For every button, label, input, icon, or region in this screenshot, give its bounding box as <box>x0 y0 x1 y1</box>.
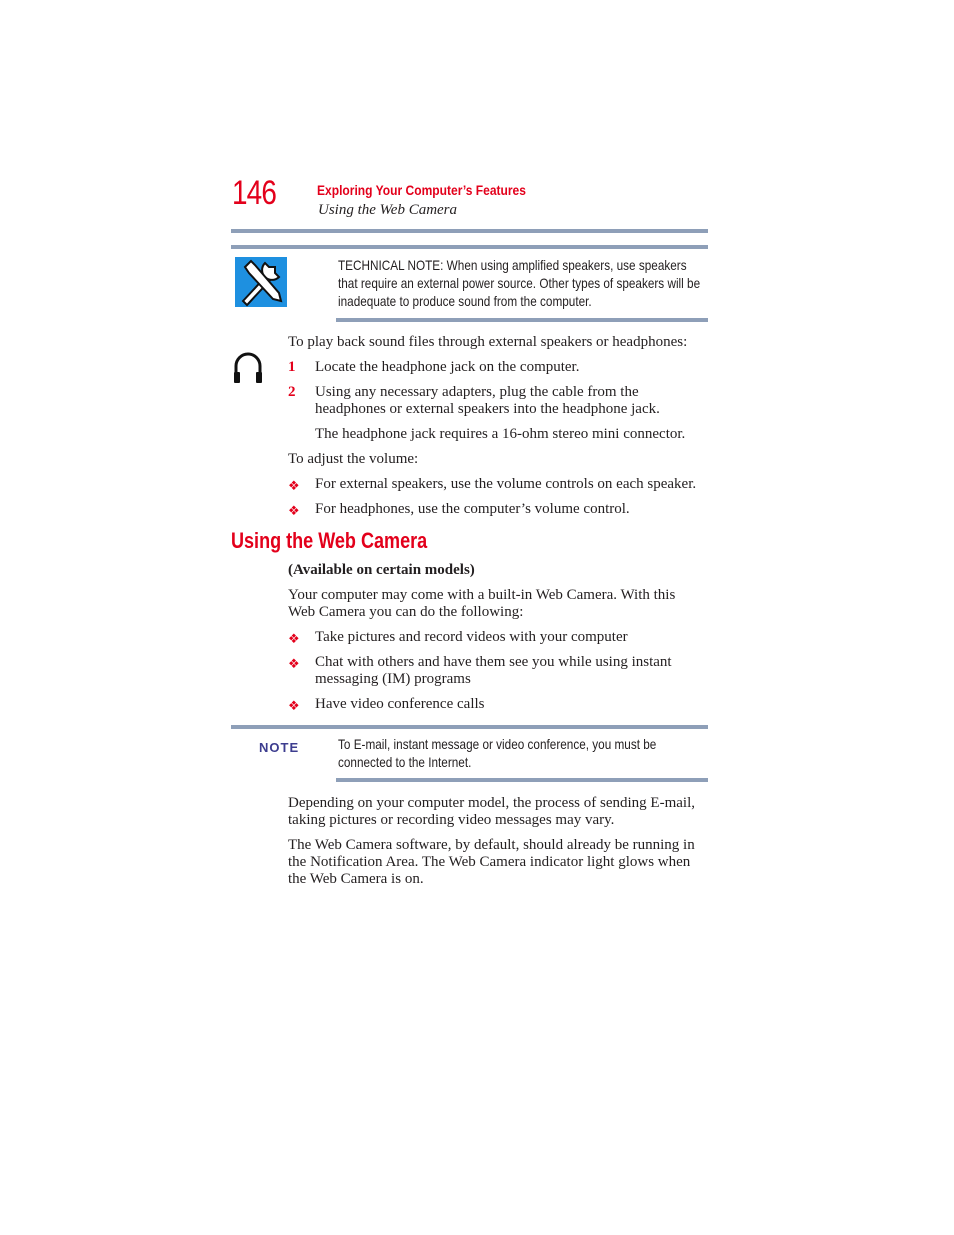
availability-note: (Available on certain models) <box>288 562 475 578</box>
note-line: To E-mail, instant message or video conference, you must be <box>338 736 657 752</box>
web-camera-intro <box>288 587 675 621</box>
bullet-glyph: ❖ <box>288 631 300 646</box>
paragraph-line: Depending on your computer model, the process of sending E-mail, <box>288 795 695 811</box>
chapter-title: Exploring Your Computer’s Features <box>317 182 526 198</box>
headphones-icon <box>232 350 264 384</box>
note-text <box>338 735 717 771</box>
camera-bullet-line: messaging (IM) programs <box>315 671 471 687</box>
volume-bullet: For headphones, use the computer’s volume control. <box>315 501 630 517</box>
camera-bullet: Have video conference calls <box>315 696 485 712</box>
note-line: connected to the Internet. <box>338 754 472 770</box>
bullet-glyph: ❖ <box>288 478 300 493</box>
paragraph-line: the Web Camera is on. <box>288 871 424 887</box>
paragraph-line: taking pictures or recording video messages may vary. <box>288 812 615 828</box>
paragraph-model-variation <box>288 795 695 829</box>
camera-bullet <box>315 654 672 688</box>
step-number: 1 <box>288 359 296 375</box>
step-number: 2 <box>288 384 296 400</box>
technical-note-text <box>338 256 769 310</box>
volume-bullet: For external speakers, use the volume controls on each speaker. <box>315 476 697 492</box>
step-text: Locate the headphone jack on the computer. <box>315 359 580 375</box>
technical-note-line: inadequate to produce sound from the computer. <box>338 293 592 309</box>
note-bottom-rule <box>336 778 708 782</box>
paragraph-line: The Web Camera software, by default, should already be running in <box>288 837 695 853</box>
intro-line: Web Camera you can do the following: <box>288 604 524 620</box>
header-rule <box>231 229 708 233</box>
paragraph-line: the Notification Area. The Web Camera indicator light glows when <box>288 854 691 870</box>
playback-intro: To play back sound files through external speakers or headphones: <box>288 334 688 350</box>
camera-bullet: Take pictures and record videos with your computer <box>315 629 628 645</box>
tech-note-bottom-rule <box>336 318 708 322</box>
step-note: The headphone jack requires a 16-ohm stereo mini connector. <box>315 426 686 442</box>
volume-intro: To adjust the volume: <box>288 451 419 467</box>
technical-note-line: TECHNICAL NOTE: When using amplified speakers, use speakers <box>338 257 687 273</box>
web-camera-heading: Using the Web Camera <box>231 528 428 553</box>
technical-note-line: that require an external power source. Other types of speakers will be <box>338 275 701 291</box>
bullet-glyph: ❖ <box>288 698 300 713</box>
step-text-line: Using any necessary adapters, plug the cable from the <box>315 384 639 400</box>
section-title: Using the Web Camera <box>318 202 458 218</box>
step-text <box>315 384 660 418</box>
paragraph-software <box>288 837 695 888</box>
tech-note-top-rule <box>231 245 708 249</box>
camera-bullet-line: Chat with others and have them see you while using instant <box>315 654 672 670</box>
note-top-rule <box>231 725 708 729</box>
note-label: NOTE <box>259 740 300 755</box>
bullet-glyph: ❖ <box>288 503 300 518</box>
step-text-line: headphones or external speakers into the headphone jack. <box>315 401 660 417</box>
wrench-icon <box>235 257 287 307</box>
bullet-glyph: ❖ <box>288 656 300 671</box>
intro-line: Your computer may come with a built-in Web Camera. With this <box>288 587 676 603</box>
page-number: 146 <box>232 174 277 212</box>
